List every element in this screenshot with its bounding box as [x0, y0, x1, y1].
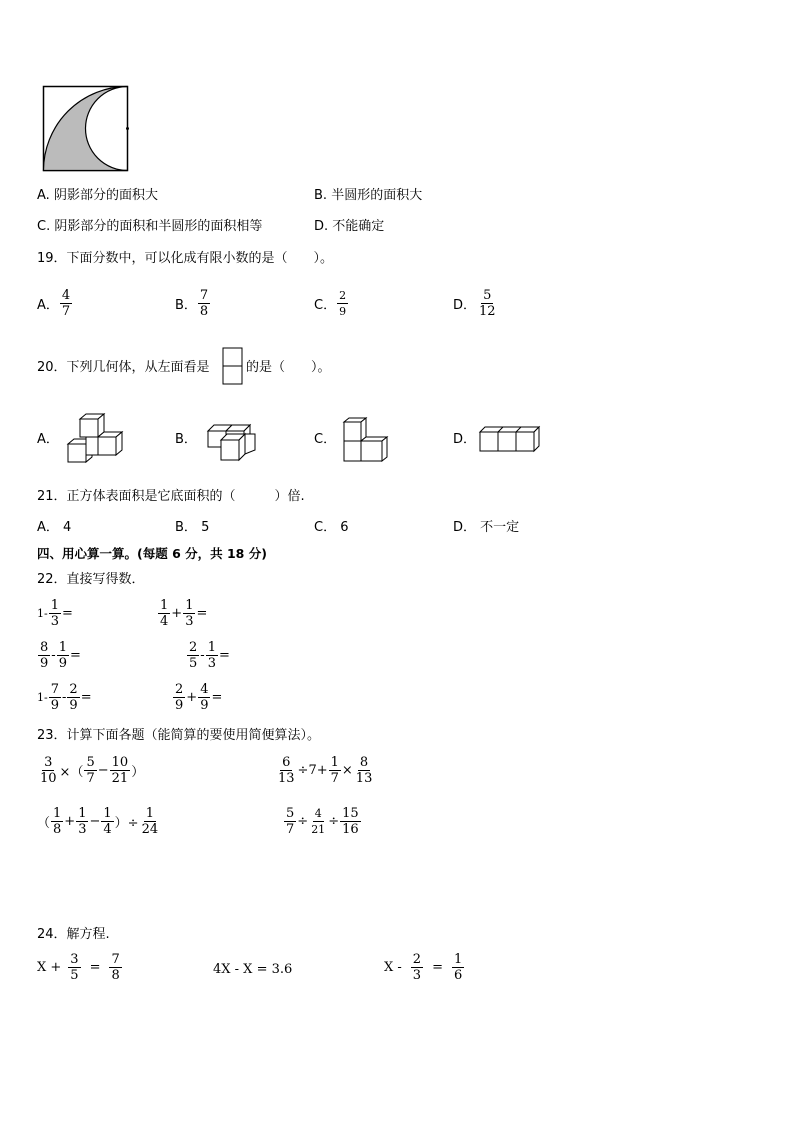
- q19-option-c[interactable]: [314, 288, 349, 319]
- fraction: $\frac{7}{9}$: [50, 682, 59, 713]
- q23-expr-4: $\frac{5}{7}$ ÷ $\frac{4}{21}$ ÷ $\frac{15}{16}$: [286, 806, 359, 837]
- fraction: $\frac{4}{21}$: [311, 807, 326, 836]
- option-letter: B．: [175, 298, 197, 313]
- option-letter: A．: [37, 520, 59, 535]
- fraction: $\frac{7}{8}$: [111, 952, 120, 983]
- fraction: $\frac{1}{3}$: [78, 806, 87, 837]
- q18-figure: [42, 85, 132, 175]
- fraction: $\frac{2}{9}$: [69, 682, 78, 713]
- q22-item-1: 1- $\frac{1}{3}$ =: [37, 598, 73, 629]
- q18-option-b[interactable]: [314, 188, 422, 204]
- q20-stem-after: 的是（ ）。: [246, 360, 331, 375]
- option-letter: A.: [37, 188, 50, 203]
- q18-option-c[interactable]: [37, 219, 262, 235]
- cube-stack-b-icon: [205, 420, 257, 462]
- q24-equation-2: 4X - X = 3.6: [213, 962, 293, 977]
- q20-option-a-letter[interactable]: A．: [37, 432, 59, 447]
- q21-stem: 21．正方体表面积是它底面积的（ ）倍.: [37, 489, 305, 504]
- q23-expr-2: $\frac{6}{13}$ ÷7+ $\frac{1}{7}$ × $\frac{8}{13}$: [278, 755, 373, 786]
- q18-option-a[interactable]: [37, 188, 158, 204]
- q22-item-3: $\frac{8}{9}$ - $\frac{1}{9}$ =: [40, 640, 81, 671]
- cube-stack-a-icon: [66, 413, 124, 467]
- option-letter: D．: [453, 520, 477, 535]
- fraction: $\frac{2}{9}$: [339, 289, 347, 318]
- option-text: 阴影部分的面积大: [53, 188, 158, 203]
- fraction: $\frac{2}{5}$: [189, 640, 198, 671]
- option-letter: C．: [314, 298, 337, 313]
- option-letter: C．: [314, 520, 337, 535]
- option-text: 6: [340, 520, 349, 535]
- fraction: $\frac{6}{13}$: [278, 755, 295, 786]
- q20-option-c-letter[interactable]: C．: [314, 432, 337, 447]
- fraction: $\frac{8}{13}$: [355, 755, 373, 786]
- fraction: $\frac{1}{7}$: [330, 755, 339, 786]
- section-title: 四、用心算一算。(每题 6 分，共 18 分): [37, 546, 267, 561]
- option-letter: A．: [37, 298, 59, 313]
- fraction: $\frac{2}{9}$: [175, 682, 184, 713]
- option-text: 半圆形的面积大: [331, 188, 423, 203]
- fraction: $\frac{5}{7}$: [86, 755, 95, 786]
- q21-option-b[interactable]: [175, 520, 209, 536]
- q24-stem: 24．解方程.: [37, 927, 110, 942]
- q21-option-c[interactable]: [314, 520, 349, 536]
- fraction: $\frac{1}{24}$: [141, 806, 159, 837]
- q19-stem: 19．下面分数中，可以化成有限小数的是（ ）。: [37, 251, 334, 266]
- left-view-icon: [222, 347, 244, 385]
- q22-item-2: $\frac{1}{4}$ + $\frac{1}{3}$ =: [160, 598, 208, 629]
- fraction: $\frac{1}{9}$: [58, 640, 67, 671]
- q21-option-d[interactable]: [453, 520, 519, 536]
- fraction: $\frac{8}{9}$: [40, 640, 49, 671]
- q21-option-a[interactable]: [37, 520, 71, 536]
- q24-equation-3: X - $\frac{2}{3}$ = $\frac{1}{6}$: [384, 952, 463, 983]
- q23-expr-1: $\frac{3}{10}$ ×（ $\frac{5}{7}$ − $\frac{10}{21}$ ）: [40, 755, 145, 786]
- cube-stack-c-icon: [341, 417, 391, 465]
- fraction: $\frac{1}{4}$: [160, 598, 169, 629]
- q23-expr-3: （ $\frac{1}{8}$ + $\frac{1}{3}$ − $\frac{1}{4}$ ）÷ $\frac{1}{24}$: [37, 806, 159, 837]
- fraction: $\frac{1}{3}$: [207, 640, 216, 671]
- fraction: $\frac{3}{5}$: [70, 952, 79, 983]
- option-text: 不一定: [480, 520, 520, 535]
- option-text: 4: [63, 520, 72, 535]
- cube-row-d-icon: [478, 424, 546, 454]
- q18-option-d[interactable]: [314, 219, 384, 235]
- fraction: $\frac{4}{7}$: [61, 288, 71, 319]
- fraction: $\frac{4}{9}$: [200, 682, 209, 713]
- option-letter: B．: [175, 520, 197, 535]
- option-text: 5: [201, 520, 210, 535]
- fraction: $\frac{1}{6}$: [453, 952, 463, 983]
- option-letter: B.: [314, 188, 328, 203]
- option-text: 阴影部分的面积和半圆形的面积相等: [54, 219, 263, 234]
- q19-option-d[interactable]: [453, 288, 499, 319]
- q20-option-d-letter[interactable]: D．: [453, 432, 477, 447]
- q20-option-b-letter[interactable]: B．: [175, 432, 197, 447]
- fraction: $\frac{1}{4}$: [103, 806, 112, 837]
- fraction: $\frac{2}{3}$: [412, 952, 422, 983]
- q22-item-5: 1- $\frac{7}{9}$ - $\frac{2}{9}$ =: [37, 682, 92, 713]
- fraction: $\frac{1}{8}$: [53, 806, 62, 837]
- q23-stem: 23．计算下面各题（能简算的要使用简便算法）。: [37, 728, 321, 743]
- fraction: $\frac{1}{3}$: [50, 598, 59, 629]
- q24-equation-1: X + $\frac{3}{5}$ = $\frac{7}{8}$: [37, 952, 120, 983]
- option-letter: D.: [314, 219, 329, 234]
- fraction: $\frac{5}{7}$: [286, 806, 295, 837]
- fraction: $\frac{5}{12}$: [479, 288, 496, 319]
- q22-item-6: $\frac{2}{9}$ + $\frac{4}{9}$ =: [175, 682, 223, 713]
- q22-item-4: $\frac{2}{5}$ - $\frac{1}{3}$ =: [189, 640, 230, 671]
- option-letter: D．: [453, 298, 477, 313]
- fraction: $\frac{7}{8}$: [199, 288, 209, 319]
- fraction: $\frac{10}{21}$: [111, 755, 129, 786]
- fraction: $\frac{3}{10}$: [40, 755, 57, 786]
- q22-stem: 22．直接写得数．: [37, 572, 145, 587]
- fraction: $\frac{1}{3}$: [185, 598, 194, 629]
- q20-stem-before: 20．下列几何体，从左面看是: [37, 360, 210, 375]
- fraction: $\frac{15}{16}$: [342, 806, 359, 837]
- option-letter: C.: [37, 219, 51, 234]
- option-text: 不能确定: [332, 219, 385, 234]
- q19-option-b[interactable]: [175, 288, 211, 319]
- q19-option-a[interactable]: [37, 288, 73, 319]
